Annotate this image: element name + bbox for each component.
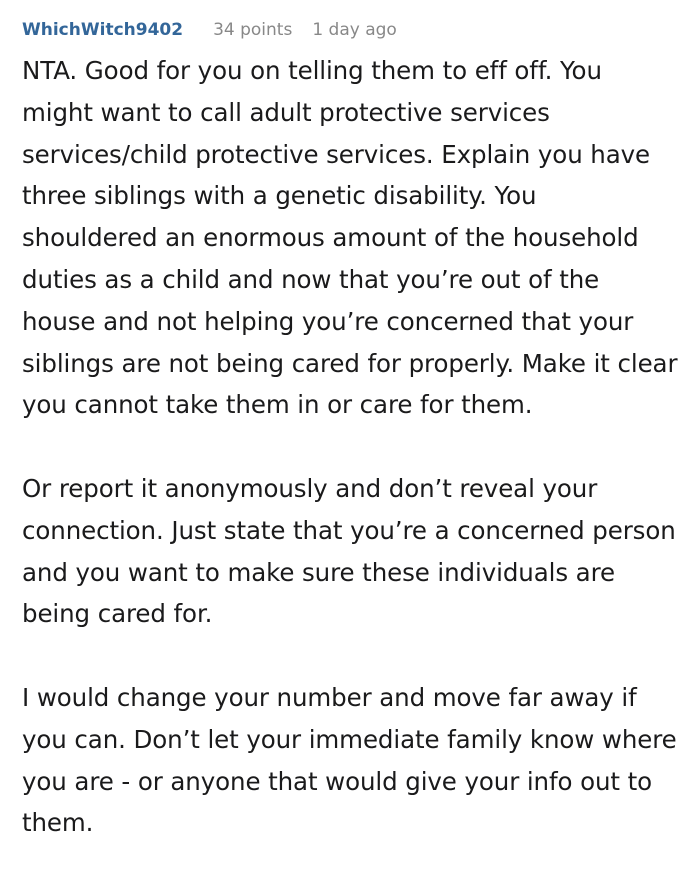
comment-points: 34 points — [213, 20, 293, 40]
comment-paragraph: Or report it anonymously and don’t reveal your connection. Just state that you’re a concerned person and you want to make sure these individuals are being cared for. — [22, 473, 676, 629]
comment-meta — [22, 16, 678, 44]
comment-timestamp[interactable]: 1 day ago — [312, 20, 397, 40]
comment-body — [22, 50, 678, 844]
comment-paragraph: NTA. Good for you on telling them to eff off. You might want to call adult protective services services/child protective services. Explain you have three siblings with a genetic disability. You shouldered an enormous amount of the household duties as a child and now that you’re out of the house and not helping you’re concerned that your siblings are not being cared for properly. Make it clear you cannot take them in or care for them. — [22, 56, 678, 420]
comment-paragraph: I would change your number and move far away if you can. Don’t let your immediate family know where you are - or anyone that would give your info out to them. — [22, 682, 677, 838]
comment-author-link[interactable]: WhichWitch9402 — [22, 20, 184, 40]
